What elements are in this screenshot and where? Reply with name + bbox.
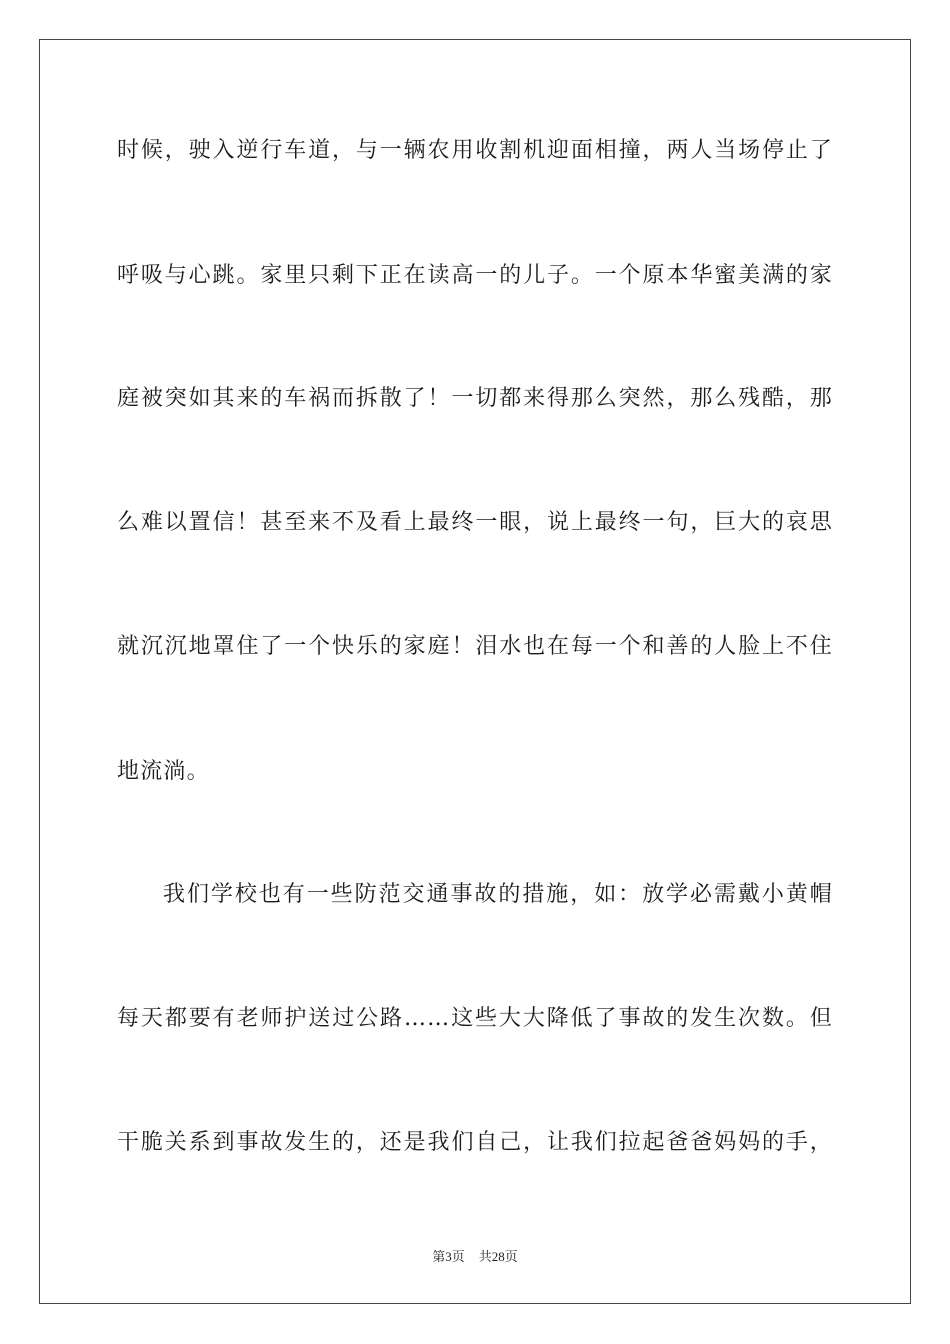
paragraph-line: 每天都要有老师护送过公路……这些大大降低了事故的发生次数。但 [117,1006,833,1031]
paragraph-line: 干脆关系到事故发生的，还是我们自己，让我们拉起爸爸妈妈的手， [117,1130,833,1155]
paragraph-line: 就沉沉地罩住了一个快乐的家庭！泪水也在每一个和善的人脸上不住 [117,634,833,659]
paragraph-line: 时候，驶入逆行车道，与一辆农用收割机迎面相撞，两人当场停止了 [117,138,833,163]
page-border [39,39,911,1304]
paragraph-line: 庭被突如其来的车祸而拆散了！一切都来得那么突然，那么残酷，那 [117,386,833,411]
paragraph-line: 我们学校也有一些防范交通事故的措施，如：放学必需戴小黄帽 [163,882,833,907]
paragraph-line: 呼吸与心跳。家里只剩下正在读高一的儿子。一个原本华蜜美满的家 [117,263,833,288]
paragraph-line: 地流淌。 [117,759,210,784]
paragraph-line: 么难以置信！甚至来不及看上最终一眼，说上最终一句，巨大的哀思 [117,510,833,535]
page-footer [0,1249,950,1265]
page-number-current: 第3页 [432,1249,465,1264]
page-number-total: 共28页 [478,1249,518,1264]
